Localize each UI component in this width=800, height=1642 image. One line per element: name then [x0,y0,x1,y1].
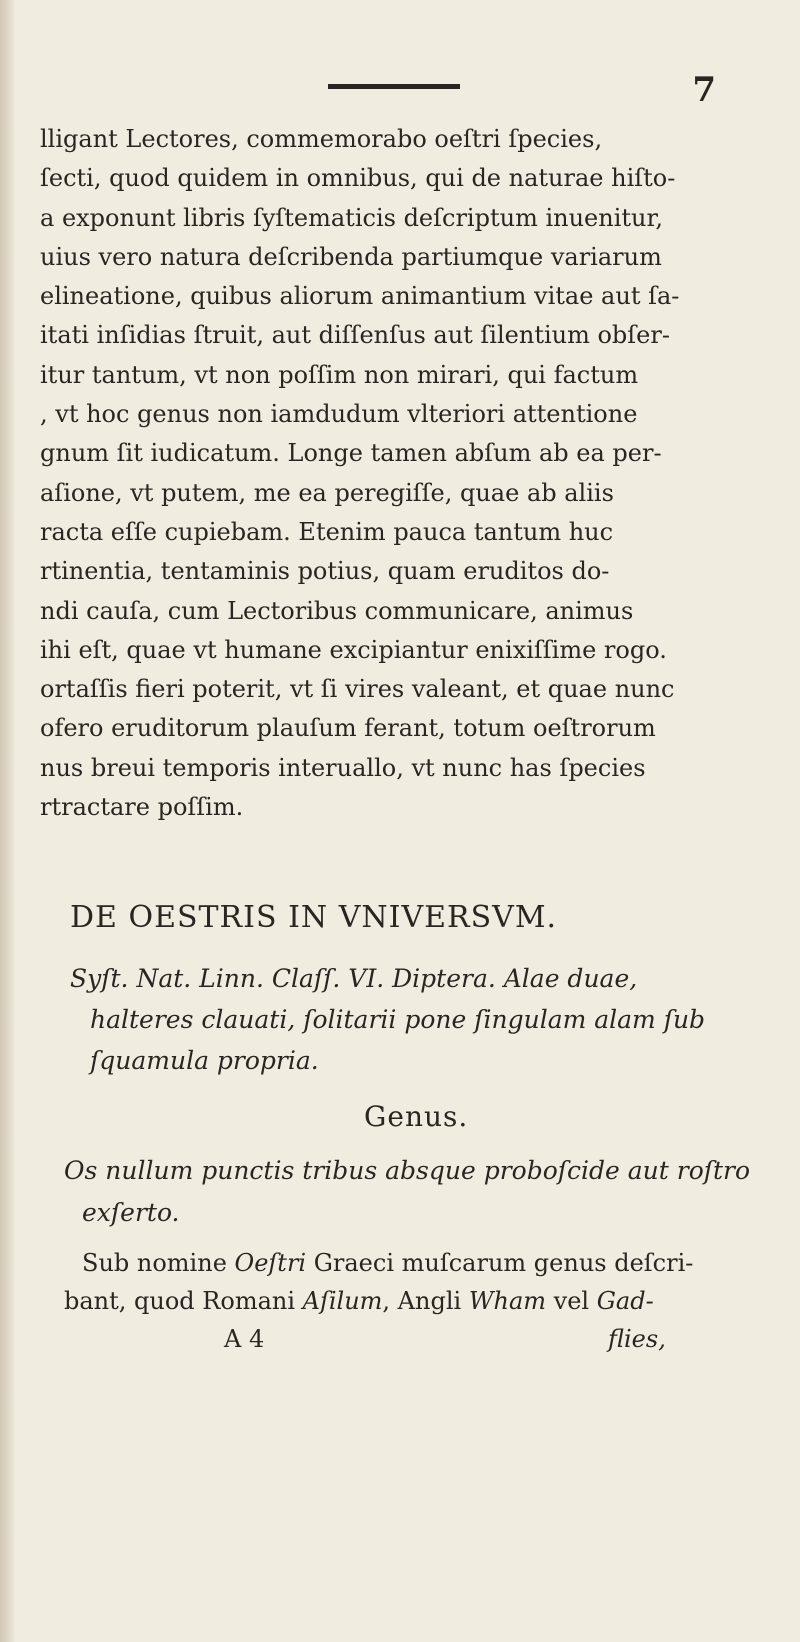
page-footer [64,1320,764,1358]
genus-description-line: exſerto. [82,1198,180,1227]
term-wham: Wham [468,1287,547,1315]
citation-line: Syſt. Nat. Linn. Claſſ. VI. Diptera. Alae duae, [70,964,638,993]
text-line: rtractare poſſim. [40,793,244,822]
text-line: itur tantum, vt non poſſim non mirari, qui factum [40,360,639,389]
page-edge [0,0,14,1642]
text-fragment: vel [546,1287,597,1315]
header-rule [328,84,460,89]
text-line: itati inſidias ſtruit, aut diſſenſus aut ſilentium obſer- [40,321,670,350]
signature-mark: A 4 [224,1325,265,1353]
text-line: ofero eruditorum plauſum ferant, totum oeſtrorum [40,714,656,743]
citation-line: halteres clauati, ſolitarii pone ſingulam alam ſub [90,1005,706,1034]
term-oestri: Oeſtri [234,1249,307,1277]
closing-line [64,1244,764,1282]
text-line: rtinentia, tentaminis potius, quam eruditos do- [40,557,610,586]
page-header [0,70,800,110]
text-line: lligant Lectores, commemorabo oeſtri ſpecies, [40,125,603,153]
body-paragraph [40,120,740,827]
genus-heading: Genus. [364,1100,469,1133]
text-line: gnum ſit iudicatum. Longe tamen abſum ab ea per- [40,439,662,468]
text-line: ortaſſis fieri poterit, vt ſi vires valeant, et quae nunc [40,675,675,704]
term-asilum: Aſilum [302,1287,383,1315]
text-line: elineatione, quibus aliorum animantium vitae aut ſa- [40,282,680,311]
citation-line: ſquamula propria. [90,1046,319,1075]
text-line: , vt hoc genus non iamdudum vlteriori attentione [40,400,638,429]
closing-line [64,1282,764,1320]
text-fragment: bant, quod Romani [64,1287,303,1315]
text-line: ndi cauſa, cum Lectoribus communicare, animus [40,596,634,625]
text-line: racta eſſe cupiebam. Etenim pauca tantum huc [40,517,614,546]
text-fragment: Sub nomine [82,1249,235,1277]
text-line: aſione, vt putem, me ea peregiſſe, quae ab aliis [40,478,614,507]
text-line: ihi eſt, quae vt humane excipiantur enixiſſime rogo. [40,635,667,664]
text-line: uius vero natura deſcribenda partiumque variarum [40,242,662,271]
term-gad: Gad- [596,1287,654,1315]
text-fragment: , Angli [382,1287,469,1315]
systema-naturae-citation [70,958,770,1081]
text-line: nus breui temporis interuallo, vt nunc has ſpecies [40,753,646,782]
text-line: a exponunt libris ſyſtematicis deſcriptum inuenitur, [40,203,663,232]
closing-paragraph [64,1244,764,1358]
catchword: flies, [608,1325,666,1353]
section-heading: DE OESTRIS IN VNIVERSVM. [70,900,558,935]
genus-description [64,1150,764,1234]
page-number: 7 [692,70,716,110]
text-fragment: Graeci muſcarum genus deſcri- [306,1249,694,1277]
genus-description-line: Os nullum punctis tribus absque proboſcide aut roſtro [64,1156,751,1185]
text-line: ſecti, quod quidem in omnibus, qui de naturae hiſto- [40,164,676,193]
